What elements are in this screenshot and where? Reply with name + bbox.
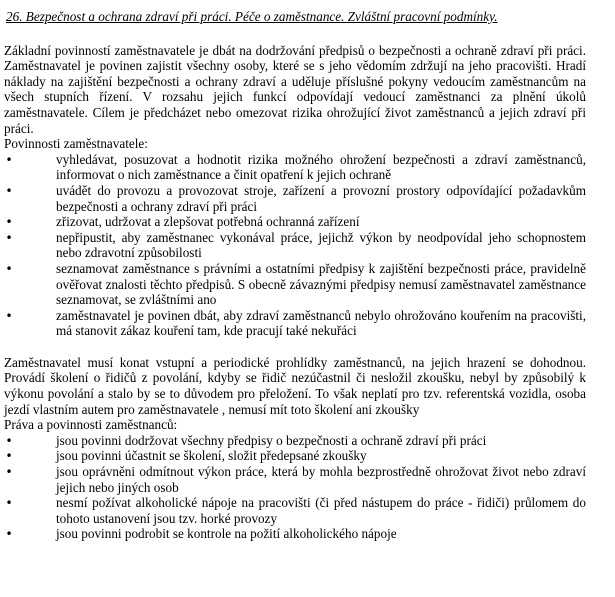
list-item-text: nepřipustit, aby zaměstnanec vykonával práce, jejichž výkon by neodpovídal jeho schopnostem nebo zdravotní způsobilosti: [56, 229, 586, 261]
list-item-text: zaměstnavatel je povinen dbát, aby zdraví zaměstnanců nebylo ohrožováno kouřením na pracovišti, má stanovit zákaz kouření tam, kde pracují také nekuřáci: [56, 307, 586, 339]
bullet-icon: [4, 152, 14, 169]
bullet-icon: [4, 464, 14, 481]
document: [4, 9, 586, 542]
bullet-icon: [4, 308, 14, 325]
medical-exams-paragraph: Zaměstnavatel musí konat vstupní a periodické prohlídky zaměstnanců, na jejich hrazení se dohodnou. Provádí školení o řidičů z povolání, kdyby se řidič nezúčastnil či nesložil zkoušku, nebyl by způsobilý k výkonu povolání a stalo by se to důvodem pro přeložení. To však neplatí pro tzv. referentská vozidla, osoba jezdí vlastním autem pro zaměstnavatele , nemusí mít toto školení ani zkoušky: [4, 354, 586, 417]
list-item-text: vyhledávat, posuzovat a hodnotit rizika možného ohrožení bezpečnosti a zdraví zaměstnanců, informovat o nich zaměstnance a činit opatření k jejich ochraně: [56, 151, 586, 183]
bullet-icon: [4, 526, 14, 543]
list-item-text: jsou povinni účastnit se školení, složit předepsané zkoušky: [56, 448, 367, 464]
list-item-text: seznamovat zaměstnance s právními a ostatními předpisy k zajištění bezpečnosti práce, pravidelně ověřovat znalosti těchto předpisů. S obecně závaznými předpisy nemusí zaměstnavatel zaměstnance seznamovat, se zvláštními ano: [56, 260, 586, 308]
list-item-text: zřizovat, udržovat a zlepšovat potřebná ochranná zařízení: [56, 214, 360, 230]
list-item-text: uvádět do provozu a provozovat stroje, zařízení a provozní prostory odpovídající požadavkům bezpečnosti a ochrany zdraví při práci: [56, 182, 586, 214]
list-item-text: jsou povinni podrobit se kontrole na požití alkoholického nápoje: [56, 526, 397, 542]
bullet-icon: [4, 448, 14, 465]
paragraph-gap: [4, 339, 586, 355]
list-item: [4, 152, 586, 183]
employer-duties-list: [4, 152, 586, 339]
bullet-icon: [4, 230, 14, 247]
bullet-icon: [4, 495, 14, 512]
employer-duties-intro: Základní povinností zaměstnavatele je dbát na dodržování předpisů o bezpečnosti a ochraně zdraví při práci. Zaměstnavatel je povinen zajistit všechny osoby, které se s jeho vědomím zdržují na jeho pracovišti. Hradí náklady na zajištění bezpečnosti a ochrany zdraví a uděluje příslušné pokyny vedoucím zaměstnancům na všech stupních řízení. V rozsahu jejich funkcí odpovídají vedoucí zaměstnanci za plnění úkolů zaměstnavatele. Cílem je předcházet nebo omezovat rizika ohrožující život zaměstnanců a jejich zdraví při práci.: [4, 42, 586, 136]
document-title: 26. Bezpečnost a ochrana zdraví při práci. Péče o zaměstnance. Zvláštní pracovní podmínky.: [6, 9, 498, 24]
list-item: [4, 214, 586, 230]
list-item: [4, 526, 586, 542]
employer-duties-heading: Povinnosti zaměstnavatele:: [4, 136, 148, 152]
list-item-text: jsou povinni dodržovat všechny předpisy o bezpečnosti a ochraně zdraví při práci: [56, 432, 487, 448]
bullet-icon: [4, 214, 14, 231]
list-item-text: jsou oprávněni odmítnout výkon práce, která by mohla bezprostředně ohrožovat život nebo zdraví jejich nebo jiných osob: [56, 464, 586, 495]
list-item: [4, 464, 586, 495]
list-item: [4, 433, 586, 449]
employee-rights-heading: Práva a povinnosti zaměstnanců:: [4, 417, 178, 433]
bullet-icon: [4, 433, 14, 450]
bullet-icon: [4, 183, 14, 200]
list-item: [4, 230, 586, 261]
list-item: [4, 261, 586, 308]
employee-rights-list: [4, 433, 586, 542]
list-item-text: nesmí požívat alkoholické nápoje na pracovišti (či před nástupem do práce - řidiči) průlomem do tohoto ustanovení jsou tzv. horké provozy: [56, 495, 586, 526]
list-item: [4, 183, 586, 214]
bullet-icon: [4, 261, 14, 278]
list-item: [4, 495, 586, 526]
list-item: [4, 308, 586, 339]
list-item: [4, 448, 586, 464]
